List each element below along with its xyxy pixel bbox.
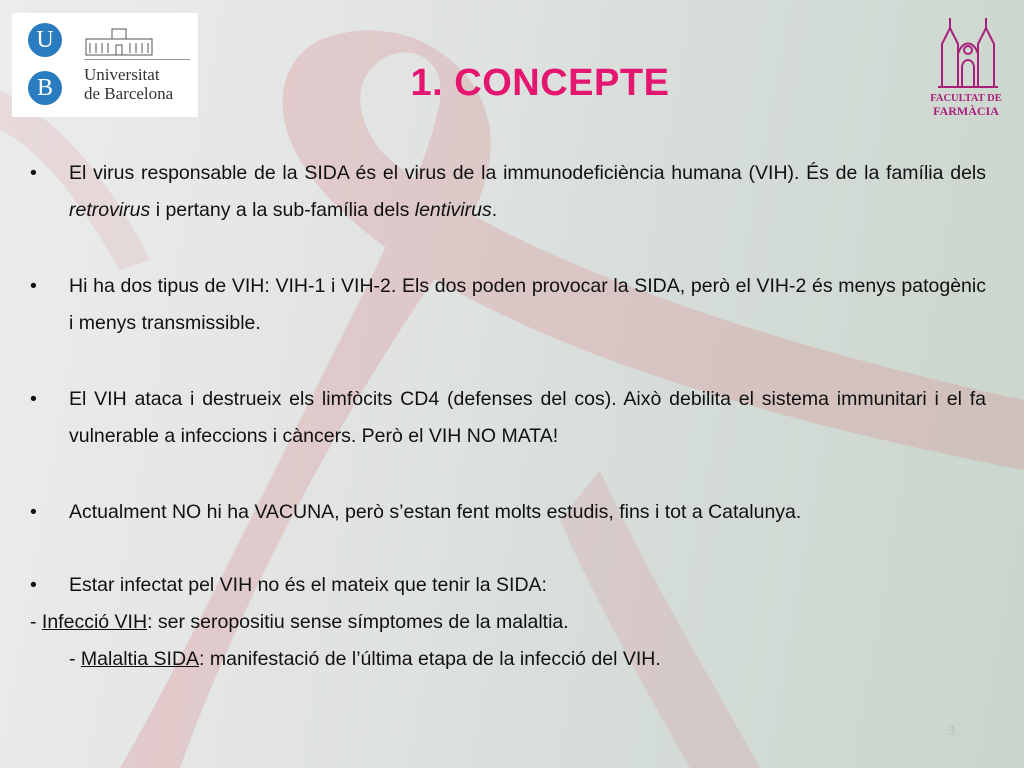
definition-term: Malaltia SIDA — [80, 648, 200, 670]
ub-name-line1: Universitat — [84, 65, 160, 84]
definition-prefix: - — [69, 648, 81, 670]
ub-divider — [84, 59, 190, 60]
universitat-de-barcelona-logo — [12, 13, 198, 117]
definition-item — [30, 641, 986, 678]
bullet-text: Actualment NO hi ha VACUNA, però s’estan fent molts estudis, fins i tot a Catalunya. — [69, 501, 802, 523]
bullet-marker: • — [30, 388, 37, 410]
bullet-marker: • — [30, 275, 37, 297]
ub-u-circle: U — [28, 23, 62, 57]
ff-line2: FARMÀCIA — [933, 104, 999, 118]
bullet-text: El virus responsable de la SIDA és el virus de la immunodeficiència humana (VIH). És de la família dels — [69, 162, 986, 184]
slide-content — [30, 155, 986, 678]
bullet-item — [30, 494, 986, 531]
definition-text: : manifestació de l’última etapa de la infecció del VIH. — [199, 648, 661, 670]
ff-line1: FACULTAT DE — [930, 93, 1002, 104]
bullet-emphasis: lentivirus — [414, 199, 492, 221]
ub-name-line2: de Barcelona — [84, 84, 174, 103]
page-number: 3 — [948, 724, 955, 739]
bullet-text: . — [491, 199, 498, 221]
definition-item — [30, 604, 986, 641]
ub-b-circle: B — [28, 71, 62, 105]
definition-text: : ser seropositiu sense símptomes de la malaltia. — [147, 611, 569, 633]
bullet-text: Hi ha dos tipus de VIH: VIH-1 i VIH-2. Els dos poden provocar la SIDA, però el VIH-2 és menys patogènic i menys transmissible. — [69, 275, 986, 334]
ub-name — [84, 65, 173, 103]
facultat-farmacia-label — [924, 92, 1008, 118]
definition-prefix: - — [30, 611, 42, 633]
building-icon — [84, 27, 154, 57]
bullet-item — [30, 155, 986, 229]
slide-title: 1. CONCEPTE — [410, 62, 670, 104]
bullet-marker: • — [30, 162, 37, 184]
bullet-emphasis: retrovirus — [69, 199, 151, 221]
bullet-text: i pertany a la sub-família dels — [150, 199, 415, 221]
bullet-text: Estar infectat pel VIH no és el mateix que tenir la SIDA: — [69, 574, 547, 596]
bullet-text: El VIH ataca i destrueix els limfòcits CD4 (defenses del cos). Això debilita el sistema immunitari i el fa vulnerable a infeccions i càncers. Però el VIH NO MATA! — [69, 388, 986, 447]
bullet-item — [30, 268, 986, 342]
bullet-marker: • — [30, 574, 37, 596]
bullet-marker: • — [30, 501, 37, 523]
bullet-item — [30, 381, 986, 455]
definition-term: Infecció VIH — [41, 611, 148, 633]
bullet-item — [30, 567, 986, 604]
